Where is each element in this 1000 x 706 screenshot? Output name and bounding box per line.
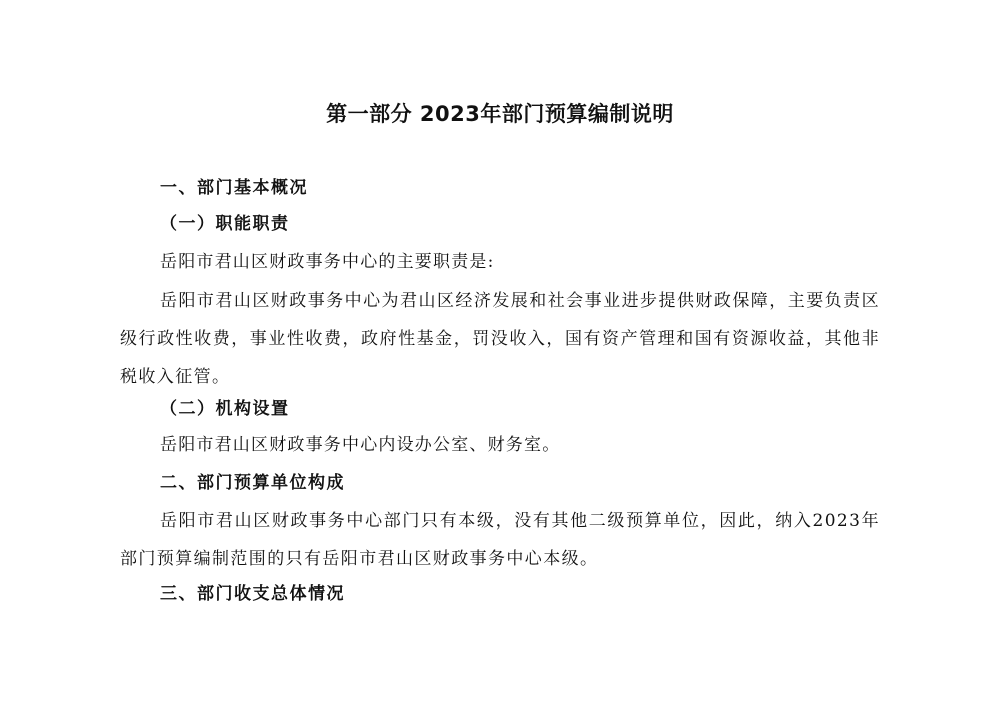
budget-units-body-paragraph: 岳阳市君山区财政事务中心部门只有本级，没有其他二级预算单位，因此，纳入2023年部门预算编制范围的只有岳阳市君山区财政事务中心本级。	[120, 511, 880, 569]
section-heading-revenue-expenditure: 三、部门收支总体情况	[160, 584, 345, 604]
duties-body-paragraph: 岳阳市君山区财政事务中心为君山区经济发展和社会事业进步提供财政保障，主要负责区级行政性收费，事业性收费，政府性基金，罚没收入，国有资产管理和国有资源收益，其他非税收入征管。	[120, 291, 880, 387]
duties-intro-text: 岳阳市君山区财政事务中心的主要职责是:	[160, 252, 495, 272]
section-heading-basic-overview: 一、部门基本概况	[160, 178, 308, 198]
organization-body-text: 岳阳市君山区财政事务中心内设办公室、财务室。	[160, 435, 561, 455]
section-heading-budget-units: 二、部门预算单位构成	[160, 473, 345, 493]
subsection-heading-organization: （二）机构设置	[160, 399, 290, 419]
document-title: 第一部分 2023年部门预算编制说明	[326, 102, 674, 126]
subsection-heading-duties: （一）职能职责	[160, 214, 290, 234]
